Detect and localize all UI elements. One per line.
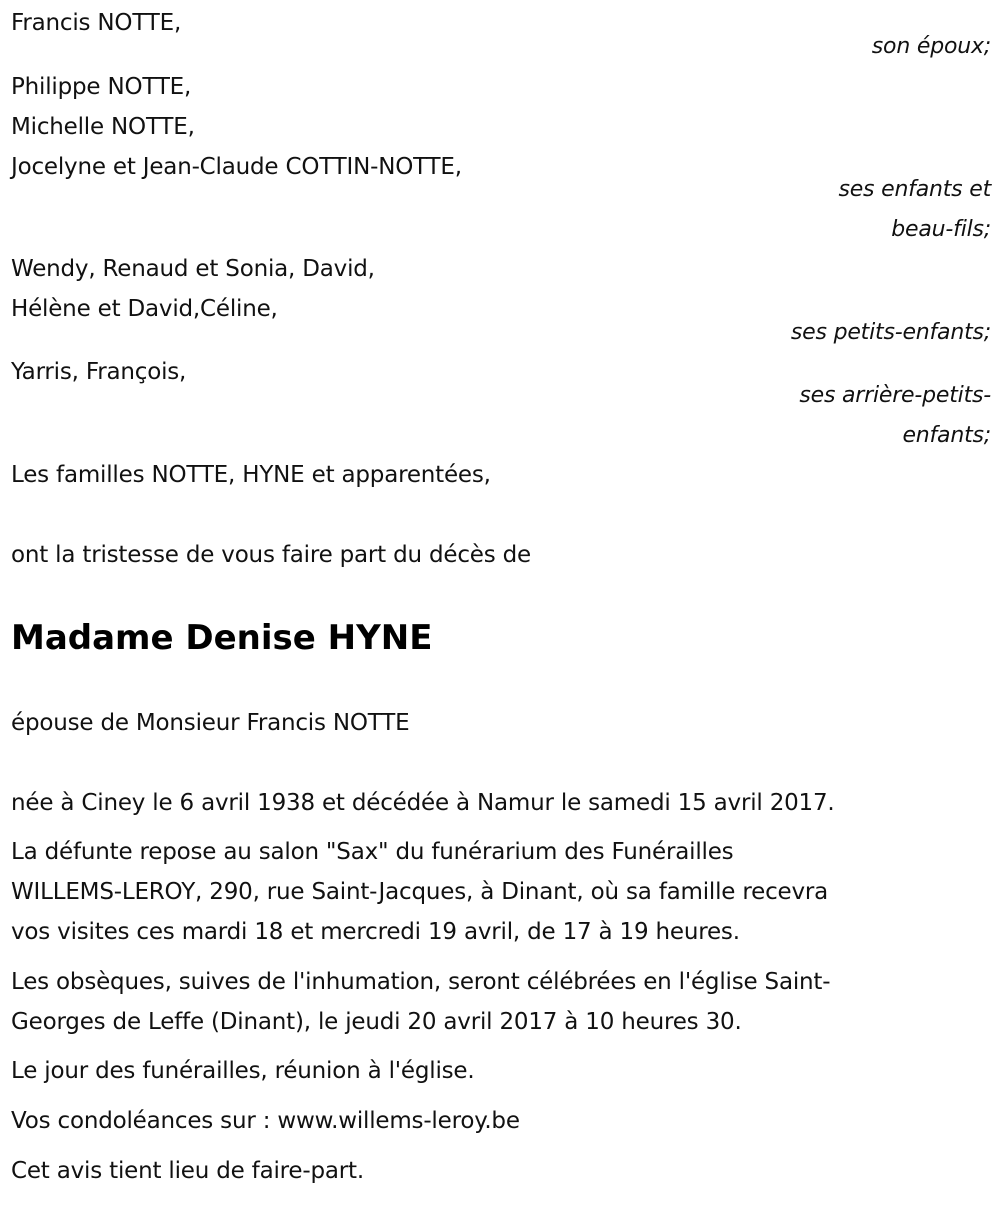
rest-info-line: La défunte repose au salon "Sax" du funérarium des Funérailles: [11, 839, 734, 865]
spouse-name: Francis NOTTE,: [11, 10, 182, 36]
deceased-name: Madame Denise HYNE: [11, 618, 433, 658]
great-grandchildren-role: ses arrière-petits-: [799, 383, 991, 408]
spouse-role: son époux;: [871, 34, 991, 59]
children-role: ses enfants et: [838, 177, 991, 202]
grandchildren-role: ses petits-enfants;: [790, 320, 991, 345]
rest-info-line: WILLEMS-LEROY, 290, rue Saint-Jacques, à Dinant, où sa famille recevra: [11, 879, 829, 905]
child-name: Philippe NOTTE,: [11, 74, 192, 100]
funeral-info-line: Georges de Leffe (Dinant), le jeudi 20 avril 2017 à 10 heures 30.: [11, 1009, 742, 1035]
announcement-text: ont la tristesse de vous faire part du décès de: [11, 542, 531, 568]
families-line: Les familles NOTTE, HYNE et apparentées,: [11, 462, 491, 488]
great-grandchildren-role: enfants;: [902, 423, 991, 448]
condolences-line: [11, 1106, 520, 1136]
children-role: beau-fils;: [891, 217, 991, 242]
child-name: Michelle NOTTE,: [11, 114, 195, 140]
notice-line: Cet avis tient lieu de faire-part.: [11, 1158, 364, 1184]
condolences-prefix: Vos condoléances sur :: [11, 1108, 278, 1134]
birth-death-line: née à Ciney le 6 avril 1938 et décédée à Namur le samedi 15 avril 2017.: [11, 790, 835, 816]
spouse-of-line: épouse de Monsieur Francis NOTTE: [11, 710, 410, 736]
grandchild-name: Hélène et David,Céline,: [11, 296, 278, 322]
meeting-line: Le jour des funérailles, réunion à l'église.: [11, 1058, 475, 1084]
child-name: Jocelyne et Jean-Claude COTTIN-NOTTE,: [11, 154, 462, 180]
rest-info-line: vos visites ces mardi 18 et mercredi 19 avril, de 17 à 19 heures.: [11, 919, 740, 945]
funeral-info-line: Les obsèques, suives de l'inhumation, seront célébrées en l'église Saint-: [11, 969, 831, 995]
grandchild-name: Wendy, Renaud et Sonia, David,: [11, 256, 375, 282]
great-grandchild-name: Yarris, François,: [11, 359, 187, 385]
condolences-url: www.willems-leroy.be: [277, 1108, 520, 1134]
